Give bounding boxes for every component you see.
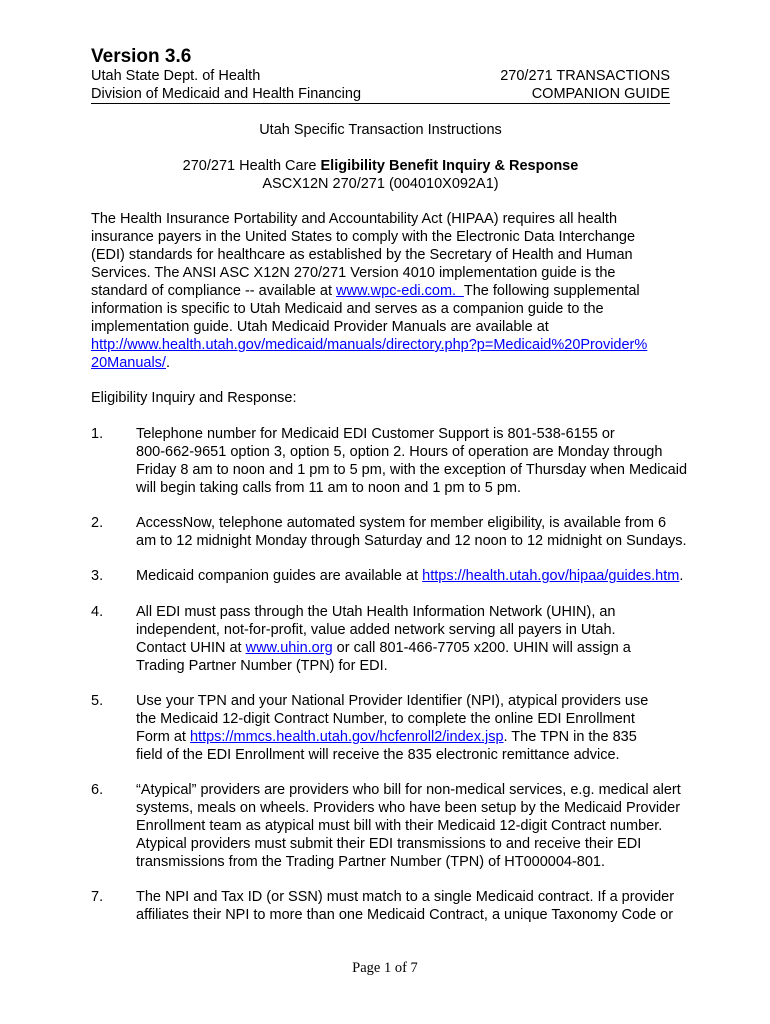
provider-manuals-link-cont[interactable]: 20Manuals/ bbox=[91, 355, 166, 371]
intro-line: Services. The ANSI ASC X12N 270/271 Version 4010 implementation guide is the bbox=[91, 265, 616, 281]
item-number: 1. bbox=[91, 426, 104, 442]
item-line: “Atypical” providers are providers who bill for non-medical services, e.g. medical alert bbox=[136, 782, 681, 798]
org-division: Division of Medicaid and Health Financing bbox=[91, 86, 362, 102]
item-line: Atypical providers must submit their EDI transmissions to and receive their EDI bbox=[136, 836, 642, 852]
item-text: or call 801-466-7705 x200. UHIN will assign a bbox=[332, 640, 631, 656]
intro-paragraph bbox=[91, 210, 691, 372]
item-line: systems, meals on wheels. Providers who have been setup by the Medicaid Provider bbox=[136, 800, 681, 816]
org-name: Utah State Dept. of Health bbox=[91, 68, 261, 84]
item-number: 3. bbox=[91, 568, 104, 584]
uhin-link[interactable]: www.uhin.org bbox=[245, 640, 333, 656]
item-number: 6. bbox=[91, 782, 104, 798]
doc-type: 270/271 TRANSACTIONS bbox=[500, 68, 670, 84]
item-line: AccessNow, telephone automated system for member eligibility, is available from 6 bbox=[136, 515, 667, 531]
intro-line bbox=[91, 336, 691, 354]
title-bold: Eligibility Benefit Inquiry & Response bbox=[320, 158, 579, 174]
item-line: independent, not-for-profit, value added network serving all payers in Utah. bbox=[136, 622, 616, 638]
item-number: 4. bbox=[91, 604, 104, 620]
item-number: 7. bbox=[91, 889, 104, 905]
item-line: Telephone number for Medicaid EDI Customer Support is 801-538-6155 or bbox=[136, 426, 615, 442]
page-number: Page 1 of 7 bbox=[352, 960, 418, 976]
item-text: Form at bbox=[136, 729, 190, 745]
title-line-2 bbox=[91, 157, 670, 175]
intro-line: (EDI) standards for healthcare as established by the Secretary of Health and Human bbox=[91, 247, 633, 263]
doc-subtitle: COMPANION GUIDE bbox=[531, 86, 670, 102]
item-line: Use your TPN and your National Provider Identifier (NPI), atypical providers use bbox=[136, 693, 649, 709]
item-text: . bbox=[679, 568, 684, 584]
intro-line: insurance payers in the United States to comply with the Electronic Data Interchange bbox=[91, 229, 636, 245]
intro-text: . bbox=[165, 355, 170, 371]
item-line: Friday 8 am to noon and 1 pm to 5 pm, with the exception of Thursday when Medicaid bbox=[136, 462, 688, 478]
title-line-3: ASCX12N 270/271 (004010X092A1) bbox=[262, 176, 499, 192]
section-heading: Eligibility Inquiry and Response: bbox=[91, 390, 297, 406]
item-text: Contact UHIN at bbox=[136, 640, 246, 656]
item-line: will begin taking calls from 11 am to noon and 1 pm to 5 pm. bbox=[136, 480, 521, 496]
intro-text: The following supplemental bbox=[463, 283, 640, 299]
item-line: 800-662-9651 option 3, option 5, option 2. Hours of operation are Monday through bbox=[136, 444, 663, 460]
title-normal: 270/271 Health Care bbox=[182, 158, 321, 174]
provider-manuals-link[interactable]: http://www.health.utah.gov/medicaid/manuals/directory.php?p=Medicaid%20Provider% bbox=[91, 337, 648, 353]
item-line: All EDI must pass through the Utah Health Information Network (UHIN), an bbox=[136, 604, 616, 620]
wpc-edi-link[interactable]: www.wpc-edi.com. bbox=[336, 283, 464, 299]
item-line bbox=[136, 728, 716, 746]
item-line bbox=[136, 639, 716, 657]
intro-line: The Health Insurance Portability and Accountability Act (HIPAA) requires all health bbox=[91, 211, 618, 227]
item-line bbox=[136, 567, 716, 585]
version-label: Version 3.6 bbox=[91, 46, 192, 67]
intro-line bbox=[91, 282, 691, 300]
item-number: 5. bbox=[91, 693, 104, 709]
item-text: . The TPN in the 835 bbox=[503, 729, 637, 745]
item-line: field of the EDI Enrollment will receive the 835 electronic remittance advice. bbox=[136, 747, 620, 763]
item-line: Enrollment team as atypical must bill with their Medicaid 12-digit Contract number. bbox=[136, 818, 663, 834]
edi-enrollment-link[interactable]: https://mmcs.health.utah.gov/hcfenroll2/index.jsp bbox=[189, 729, 504, 745]
header-divider bbox=[91, 103, 670, 104]
intro-line: implementation guide. Utah Medicaid Provider Manuals are available at bbox=[91, 319, 549, 335]
item-text: Medicaid companion guides are available at bbox=[136, 568, 423, 584]
companion-guides-link[interactable]: https://health.utah.gov/hipaa/guides.htm bbox=[422, 568, 680, 584]
intro-text: standard of compliance -- available at bbox=[91, 283, 337, 299]
item-number: 2. bbox=[91, 515, 104, 531]
header-row-2 bbox=[91, 85, 670, 103]
intro-line bbox=[91, 354, 691, 372]
header-row-1 bbox=[91, 67, 670, 85]
item-line: transmissions from the Trading Partner Number (TPN) of HT000004-801. bbox=[136, 854, 606, 870]
item-line: The NPI and Tax ID (or SSN) must match to a single Medicaid contract. If a provider bbox=[136, 889, 675, 905]
title-line-1: Utah Specific Transaction Instructions bbox=[259, 122, 502, 138]
intro-line: information is specific to Utah Medicaid and serves as a companion guide to the bbox=[91, 301, 604, 317]
item-line: the Medicaid 12-digit Contract Number, to complete the online EDI Enrollment bbox=[136, 711, 635, 727]
item-line: affiliates their NPI to more than one Medicaid Contract, a unique Taxonomy Code or bbox=[136, 907, 674, 923]
item-line: am to 12 midnight Monday through Saturday and 12 noon to 12 midnight on Sundays. bbox=[136, 533, 687, 549]
item-line: Trading Partner Number (TPN) for EDI. bbox=[136, 658, 388, 674]
